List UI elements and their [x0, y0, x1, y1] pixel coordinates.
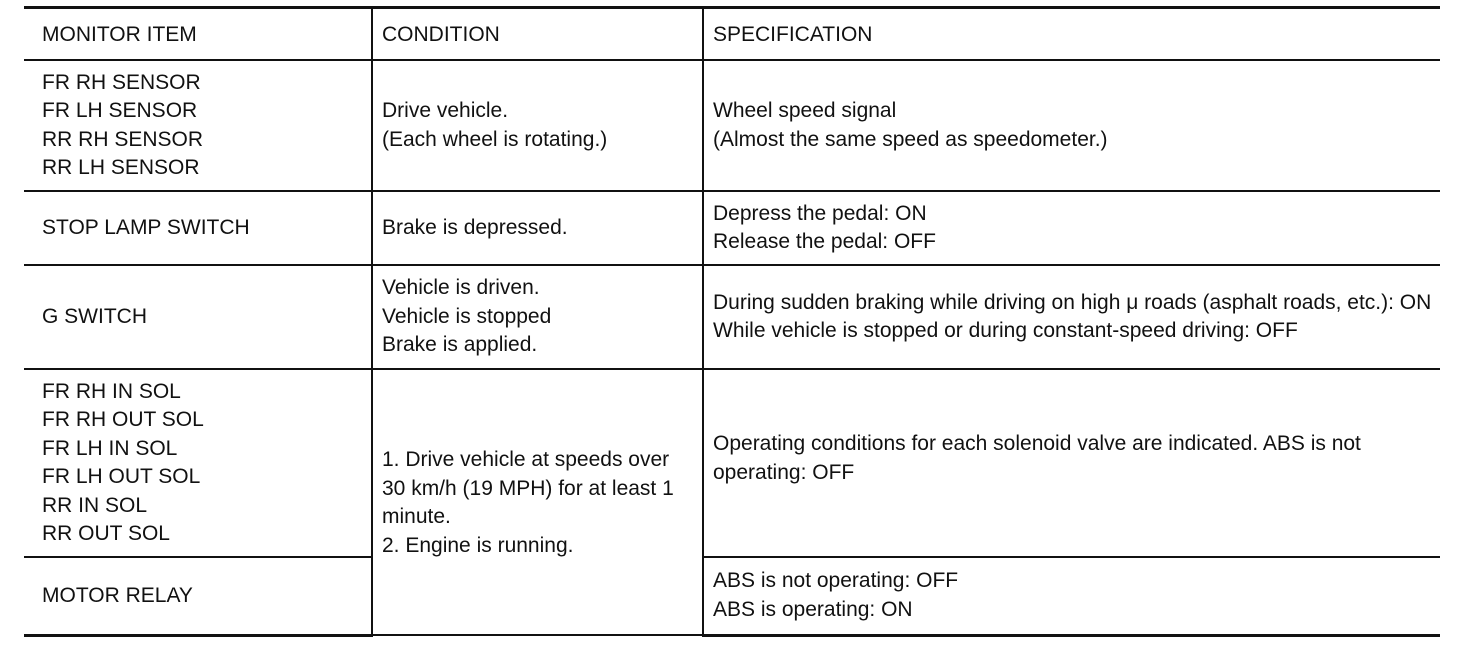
table-row: [24, 265, 1440, 369]
specification-text: Release the pedal: OFF: [713, 230, 936, 253]
monitor-item: RR IN SOL: [42, 493, 148, 517]
specification-text: Operating conditions for each solenoid valve are indicated. ABS is not operating: OFF: [713, 432, 1361, 484]
table-row: [24, 191, 1440, 265]
specification-text: Wheel speed signal: [713, 99, 897, 122]
monitor-item-cell: [24, 60, 372, 191]
specification-cell: [703, 60, 1440, 191]
condition-cell: [372, 369, 703, 635]
monitor-spec-table: [24, 6, 1440, 637]
header-specification: SPECIFICATION: [703, 8, 1440, 61]
condition-text: 1. Drive vehicle at speeds over 30 km/h (19 MPH) for at least 1 minute.: [382, 448, 674, 528]
monitor-item: RR LH SENSOR: [42, 156, 200, 179]
monitor-item-cell: [24, 557, 372, 635]
monitor-item-cell: [24, 191, 372, 265]
specification-text: ABS is operating: ON: [713, 597, 913, 621]
table-row: [24, 557, 1440, 635]
specification-cell: [703, 557, 1440, 635]
specification-text: Depress the pedal: ON: [713, 201, 927, 225]
specification-text: (Almost the same speed as speedometer.): [713, 127, 1108, 151]
monitor-item-cell: [24, 265, 372, 369]
condition-cell: [372, 191, 703, 265]
specification-text: During sudden braking while driving on high μ roads (asphalt roads, etc.): ON: [713, 290, 1432, 314]
condition-text: (Each wheel is rotating.): [382, 127, 608, 151]
table-row: [24, 369, 1440, 557]
table-row: [24, 60, 1440, 191]
monitor-item-cell: [24, 369, 372, 557]
monitor-item: FR LH OUT SOL: [42, 465, 201, 488]
condition-text: Drive vehicle.: [382, 99, 509, 122]
header-condition: CONDITION: [372, 8, 703, 61]
monitor-item: RR OUT SOL: [42, 522, 170, 545]
specification-cell: [703, 191, 1440, 265]
monitor-item: FR RH IN SOL: [42, 379, 181, 403]
header-monitor-item: MONITOR ITEM: [24, 8, 372, 61]
monitor-item: FR LH IN SOL: [42, 436, 178, 460]
condition-text: Vehicle is driven.: [382, 276, 540, 300]
monitor-item: FR LH SENSOR: [42, 99, 198, 122]
monitor-item: G SWITCH: [42, 304, 147, 328]
condition-text: Brake is applied.: [382, 333, 538, 357]
specification-text: ABS is not operating: OFF: [713, 569, 959, 593]
condition-cell: [372, 60, 703, 191]
condition-text: Brake is depressed.: [382, 215, 568, 239]
monitor-item: STOP LAMP SWITCH: [42, 215, 250, 239]
monitor-item: FR RH OUT SOL: [42, 408, 204, 431]
specification-cell: [703, 265, 1440, 369]
condition-text: 2. Engine is running.: [382, 533, 574, 557]
monitor-item: RR RH SENSOR: [42, 127, 204, 151]
condition-cell: [372, 265, 703, 369]
header-row: [24, 8, 1440, 61]
specification-text: While vehicle is stopped or during constant-speed driving: OFF: [713, 319, 1298, 342]
monitor-item: FR RH SENSOR: [42, 70, 201, 94]
condition-text: Vehicle is stopped: [382, 304, 552, 328]
specification-cell: [703, 369, 1440, 557]
monitor-item: MOTOR RELAY: [42, 583, 193, 607]
